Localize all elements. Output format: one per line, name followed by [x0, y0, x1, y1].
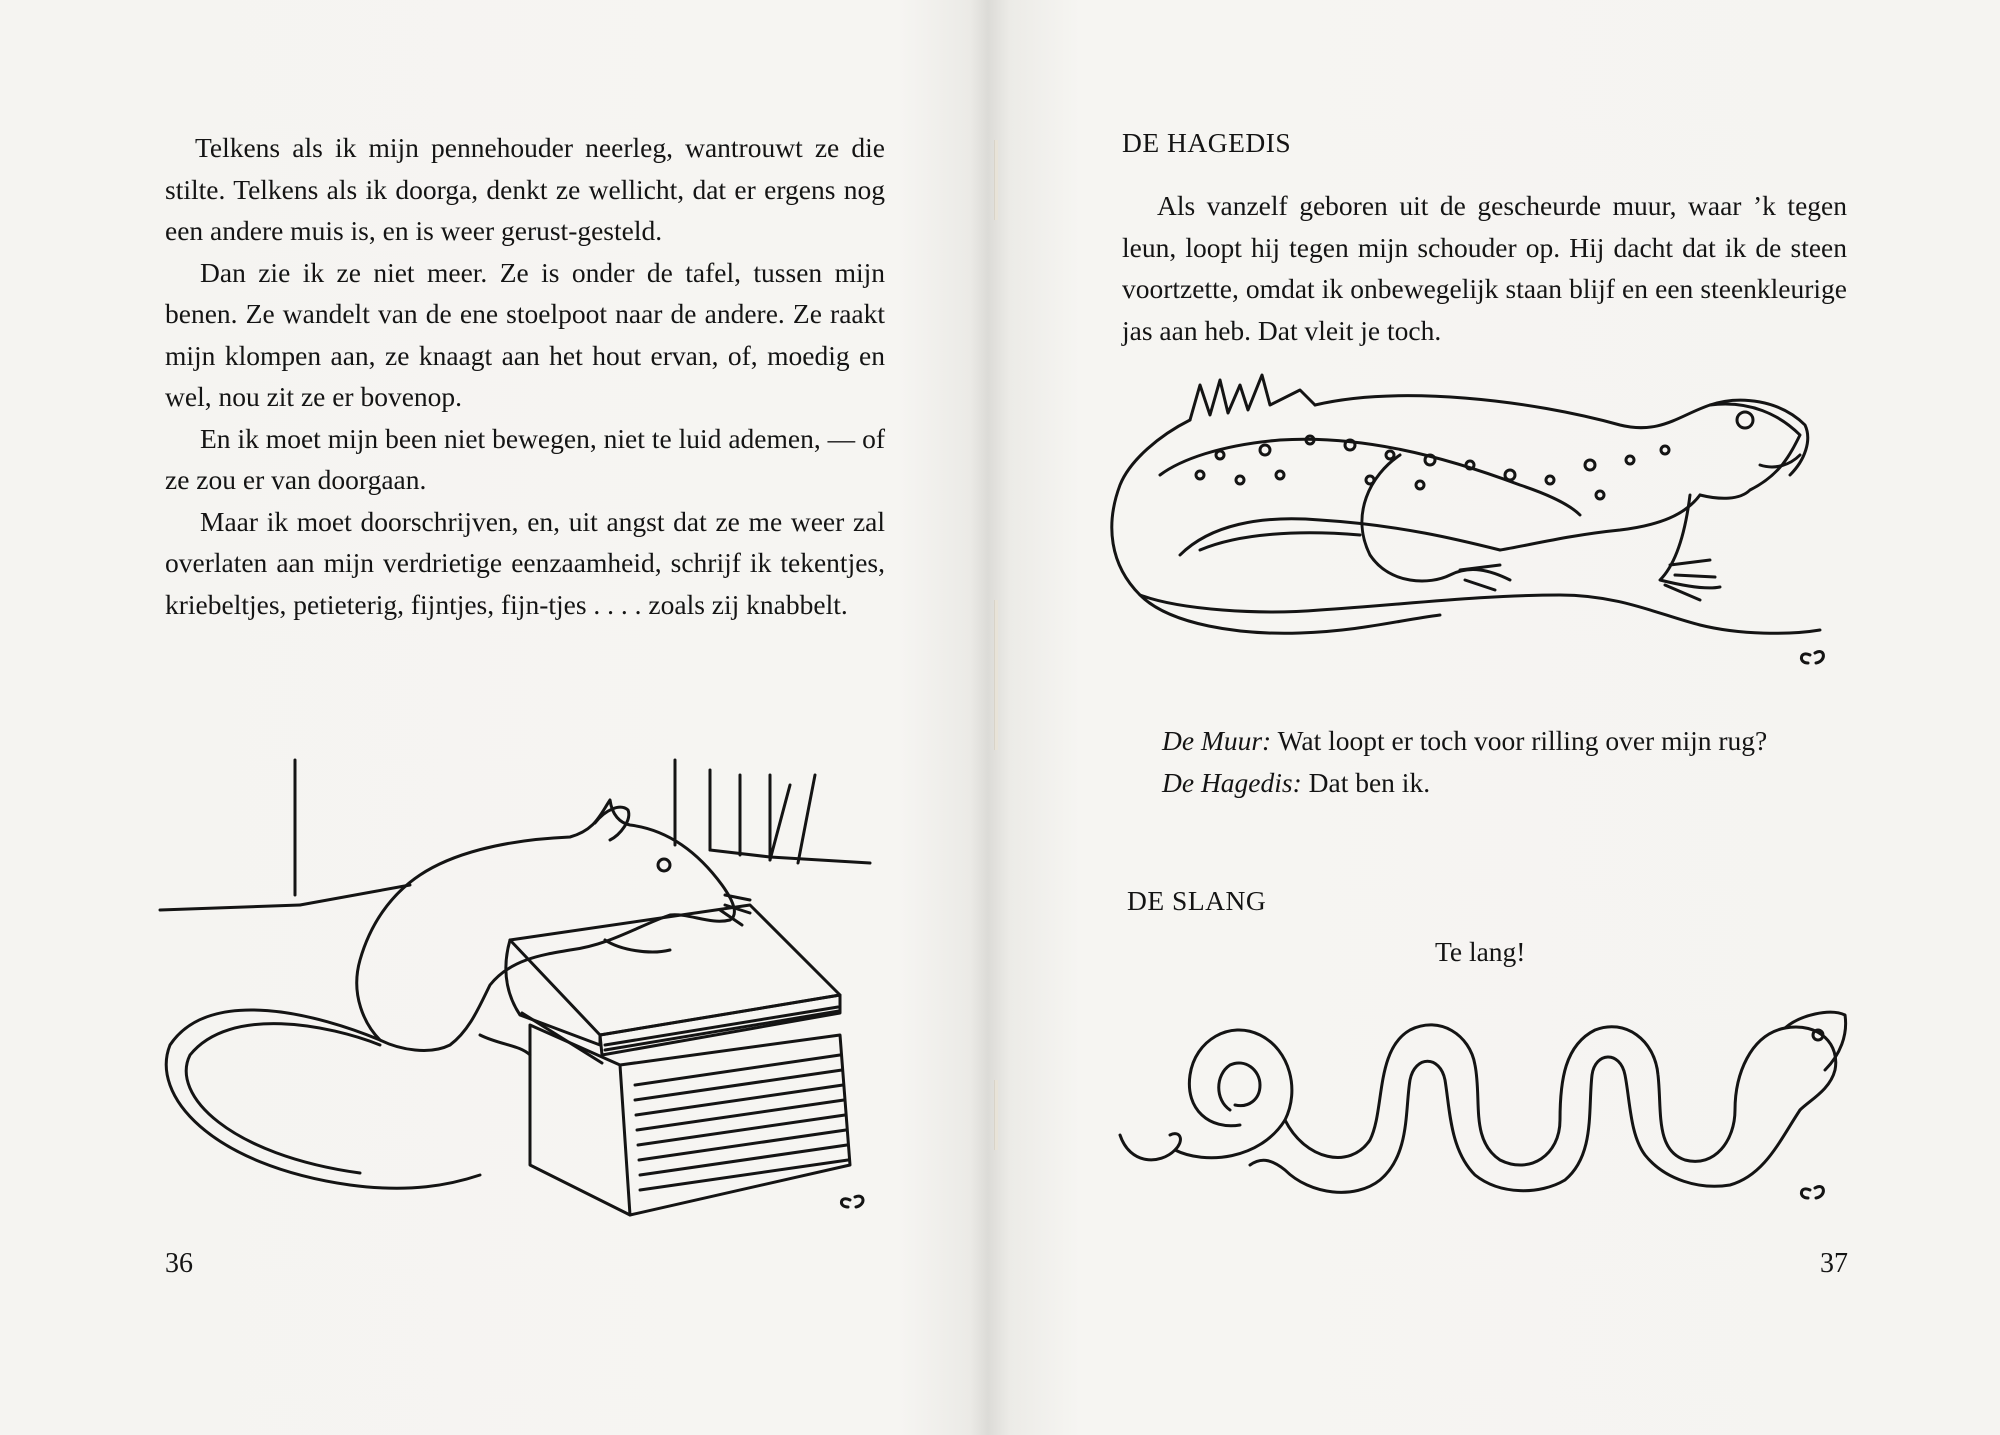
page-number: 37 [1820, 1248, 1848, 1279]
snake-icon [1110, 990, 1850, 1205]
mouse-on-books-icon [150, 745, 880, 1225]
dialogue-line [1127, 720, 1847, 762]
left-page [0, 0, 985, 1435]
right-page-text [1122, 185, 1847, 351]
lizard-icon [1100, 365, 1850, 685]
paragraph: Dan zie ik ze niet meer. Ze is onder de tafel, tussen mijn benen. Ze wandelt van de ene stoelpoot naar de andere. Ze raakt mijn klompen aan, ze knaagt aan het hout ervan, of, moedig en wel, nou zit ze er bovenop. [165, 256, 885, 412]
speaker-label: De Hagedis: [1162, 766, 1302, 798]
paragraph: En ik moet mijn been niet bewegen, niet te luid ademen, — of ze zou er van doorgaan. [165, 422, 885, 495]
section-heading: DE HAGEDIS [1122, 127, 1292, 158]
spoken-text: Wat loopt er toch voor rilling over mijn rug? [1277, 725, 1768, 756]
speaker-label: De Muur: [1162, 725, 1272, 756]
paragraph: Als vanzelf geboren uit de gescheurde muur, waar ’k tegen leun, loopt hij tegen mijn schouder op. Hij dacht dat ik de steen voortzette, omdat ik onbewegelijk staan blijf en een steenkleurige jas aan heb. Dat vleit je toch. [1122, 190, 1847, 346]
page-number: 36 [165, 1248, 193, 1279]
right-page [985, 0, 2000, 1435]
centered-line: Te lang! [1435, 936, 1526, 967]
spoken-text: Dat ben ik. [1308, 766, 1431, 798]
section-heading: DE SLANG [1127, 885, 1267, 916]
dialogue [1127, 720, 1847, 803]
paragraph: Telkens als ik mijn pennehouder neerleg, wantrouwt ze die stilte. Telkens als ik doorga, denkt ze wellicht, dat er ergens nog een andere muis is, en is weer gerust-gesteld. [165, 132, 885, 246]
paragraph: Maar ik moet doorschrijven, en, uit angst dat ze me weer zal overlaten aan mijn verdrietige eenzaamheid, schrijf ik tekentjes, kriebeltjes, petieterig, fijntjes, fijn-tjes . . . . zoals zij knabbelt. [165, 505, 885, 620]
left-page-text [165, 127, 885, 625]
dialogue-line [1127, 762, 1847, 804]
